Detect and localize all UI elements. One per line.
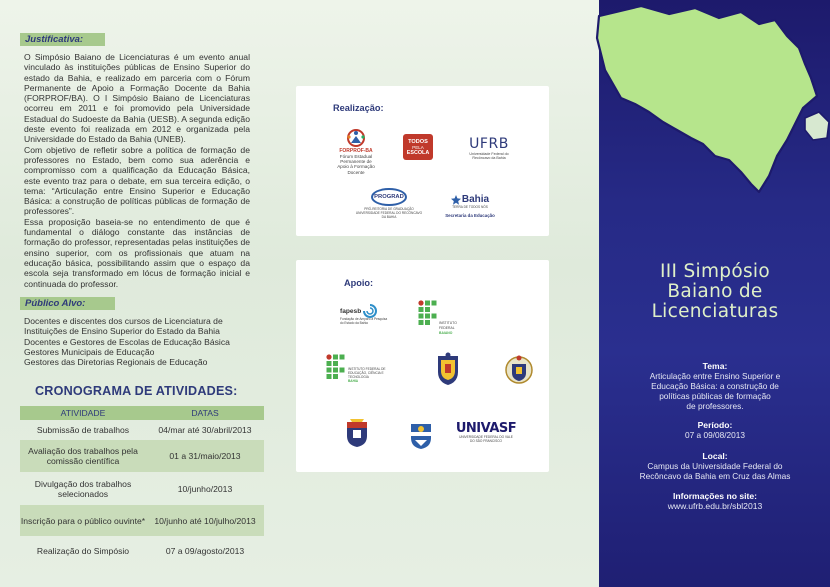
local-line-1: Campus da Universidade Federal do xyxy=(647,461,783,471)
publico-heading: Público Alvo: xyxy=(20,297,115,310)
todos-line-2: PELA xyxy=(412,144,424,150)
univasf-name: UNIVASF xyxy=(455,421,517,436)
if-bahia-sub: BAHIA xyxy=(348,379,359,384)
row-atividade: Realização do Simpósio xyxy=(36,546,130,556)
row-datas: 01 a 31/maio/2013 xyxy=(169,451,241,461)
tema-line-4: de professores. xyxy=(686,401,744,411)
periodo-value: 07 a 09/08/2013 xyxy=(685,430,745,440)
if-baiano-caption: INSTITUTO FEDERAL xyxy=(439,321,457,331)
univasf-caption: UNIVERSIDADE FEDERAL DO VALE DO SÃO FRANCISCO xyxy=(459,435,513,443)
if-bahia-text xyxy=(348,368,392,385)
prograd-caption: PRÓ-REITORIA DE GRADUAÇÃO UNIVERSIDADE FEDERAL DO RECÔNCAVO DA BAHIA xyxy=(355,207,423,219)
row-atividade: Inscrição para o público ouvinte* xyxy=(20,515,146,526)
tema-block xyxy=(611,361,819,411)
if-baiano-text xyxy=(439,321,465,337)
row-datas: 10/junho até 10/julho/2013 xyxy=(154,515,256,526)
local-label: Local: xyxy=(702,451,728,461)
prograd-emblem xyxy=(371,188,407,206)
apoio-heading: Apoio: xyxy=(344,278,374,288)
periodo-label: Período: xyxy=(697,420,733,430)
forprof-emblem-icon xyxy=(343,128,369,148)
table-row xyxy=(20,472,264,505)
justificativa-text xyxy=(24,52,250,289)
event-title-line-3: Licenciaturas xyxy=(651,301,779,322)
tema-line-2: Educação Básica: a construção de xyxy=(651,381,779,391)
row-atividade: Divulgação dos trabalhos selecionados xyxy=(34,478,132,499)
tema-line-3: políticas públicas de formação xyxy=(659,391,771,401)
publico-line-4: Gestores das Diretorias Regionais de Educação xyxy=(24,357,208,368)
realizacao-heading: Realização: xyxy=(333,103,384,113)
site-link[interactable]: www.ufrb.edu.br/sbl2013 xyxy=(667,501,763,511)
ufrb-caption: Universidade Federal do Recôncavo da Bahia xyxy=(469,152,509,161)
justificativa-paragraph-3: Essa proposição baseia-se no entendimento de que é fundamental o diálogo constante das instâncias de formação do professor, representadas pelas instituições de ensino superior, com os profissionais que atuam na educação básica, possibilitando assim que o espaço da escola seja transformado em lócus de formação inicial e continuada do professor. xyxy=(24,216,250,289)
bahia-secretaria-logo xyxy=(440,194,500,218)
row-datas: 07 a 09/agosto/2013 xyxy=(165,546,245,556)
publico-line-3: Gestores Municipais de Educação xyxy=(24,346,155,357)
table-row xyxy=(20,505,264,536)
table-row xyxy=(20,420,264,440)
table-row xyxy=(20,536,264,566)
bahia-caption: Secretaria da Educação xyxy=(445,213,495,219)
forprof-name: FORPROF-BA xyxy=(339,148,373,154)
todos-line-1: TODOS xyxy=(408,138,428,145)
todos-badge xyxy=(403,134,433,160)
table-row xyxy=(20,440,264,472)
tema-line-1: Articulação entre Ensino Superior e xyxy=(649,371,781,381)
university-crest-3-icon xyxy=(344,416,370,448)
if-bahia-caption: INSTITUTO FEDERAL DE EDUCAÇÃO, CIÊNCIA E TECNOLOGIA xyxy=(348,367,386,379)
bahia-name: Bahia xyxy=(461,194,490,205)
fapesb-symbol-icon xyxy=(363,304,377,318)
justificativa-heading: Justificativa: xyxy=(20,33,105,46)
prograd-logo xyxy=(354,188,424,219)
row-datas: 04/mar até 30/abril/2013 xyxy=(158,425,252,435)
ufrb-logo xyxy=(464,136,514,160)
row-atividade: Submissão de trabalhos xyxy=(36,425,130,435)
forprof-logo xyxy=(334,128,378,175)
event-title xyxy=(611,262,819,322)
if-baiano-logo xyxy=(418,300,458,336)
justificativa-paragraph-2: Com objetivo de refletir sobre a política de formação de professores no Estado, bem como sua aderência e compromisso com a qualificação da Educação Básica, este evento traz para o debate, em sua terceira edição, o tema: “Articulação entre Ensino Superior e Educação Básica: a construção de políticas públicas de formação de professores”. xyxy=(24,144,250,217)
university-crest-2-icon xyxy=(504,354,534,386)
fapesb-wordmark xyxy=(340,304,377,318)
table-header xyxy=(20,406,264,420)
tema-label: Tema: xyxy=(702,361,728,371)
if-baiano-sub: BAIANO xyxy=(439,331,453,336)
header-datas: DATAS xyxy=(191,408,219,418)
publico-line-2: Docentes e Gestores de Escolas de Educação Básica xyxy=(24,336,230,347)
fapesb-caption: Fundação de Amparo à Pesquisa do Estado da Bahia xyxy=(340,317,388,325)
event-title-line-2: Baiano de xyxy=(667,281,763,302)
event-title-line-1: III Simpósio xyxy=(660,261,770,282)
ufrb-name: UFRB xyxy=(469,136,509,152)
prograd-name: PROGRAD xyxy=(374,194,404,200)
univasf-logo xyxy=(455,421,517,444)
if-baiano-grid-icon xyxy=(418,300,438,328)
university-crest-1-icon xyxy=(434,352,462,386)
cronograma-table xyxy=(20,406,264,566)
fapesb-logo xyxy=(340,304,390,326)
todos-pela-escola-logo xyxy=(402,134,434,160)
realizacao-card xyxy=(296,86,549,236)
bahia-tag: TERRA DE TODOS NÓS xyxy=(452,205,488,209)
info-site-block xyxy=(611,491,819,511)
todos-line-3: ESCOLA xyxy=(406,149,430,156)
bahia-wordmark xyxy=(451,194,489,205)
publico-line-1: Docentes e discentes dos cursos de Licenciatura de Instituições de Ensino Superior do Estado da Bahia xyxy=(24,316,223,337)
row-datas: 10/junho/2013 xyxy=(177,483,233,494)
apoio-card xyxy=(296,260,549,472)
forprof-caption: Fórum Estadual Permanente de Apoio à Formação Docente xyxy=(337,154,375,175)
left-panel xyxy=(0,0,278,587)
bahia-star-icon xyxy=(451,195,461,205)
fapesb-name: fapesb xyxy=(340,307,362,315)
local-line-2: Recôncavo da Bahia em Cruz das Almas xyxy=(639,471,791,481)
local-block xyxy=(611,451,819,481)
university-crest-4-icon xyxy=(408,420,434,450)
header-atividade: ATIVIDADE xyxy=(60,408,106,418)
bahia-map-icon xyxy=(591,0,830,200)
info-site-label: Informações no site: xyxy=(672,491,758,501)
if-bahia-grid-icon xyxy=(326,354,346,382)
publico-text xyxy=(24,316,259,367)
justificativa-paragraph-1: O Simpósio Baiano de Licenciaturas é um evento anual vinculado às instituições públicas de Ensino Superior do estado da Bahia, e realizado em parceria com o Fórum Permanente de Apoio a Formação Docente da Bahia (FORPROF/BA). O I Simpósio Baiano de Licenciaturas ocorreu em 2011 e foi promovido pela Universidade Estadual do Sudoeste da Bahia (UESB). A segunda edição deste evento foi realizada em 2012 e organizada pela Universidade do Estado da Bahia (UNEB). xyxy=(24,52,250,145)
periodo-block xyxy=(611,420,819,440)
row-atividade: Avaliação dos trabalhos pela comissão científica xyxy=(28,446,138,466)
cronograma-title: CRONOGRAMA DE ATIVIDADES: xyxy=(35,384,238,398)
if-bahia-logo xyxy=(326,354,386,382)
